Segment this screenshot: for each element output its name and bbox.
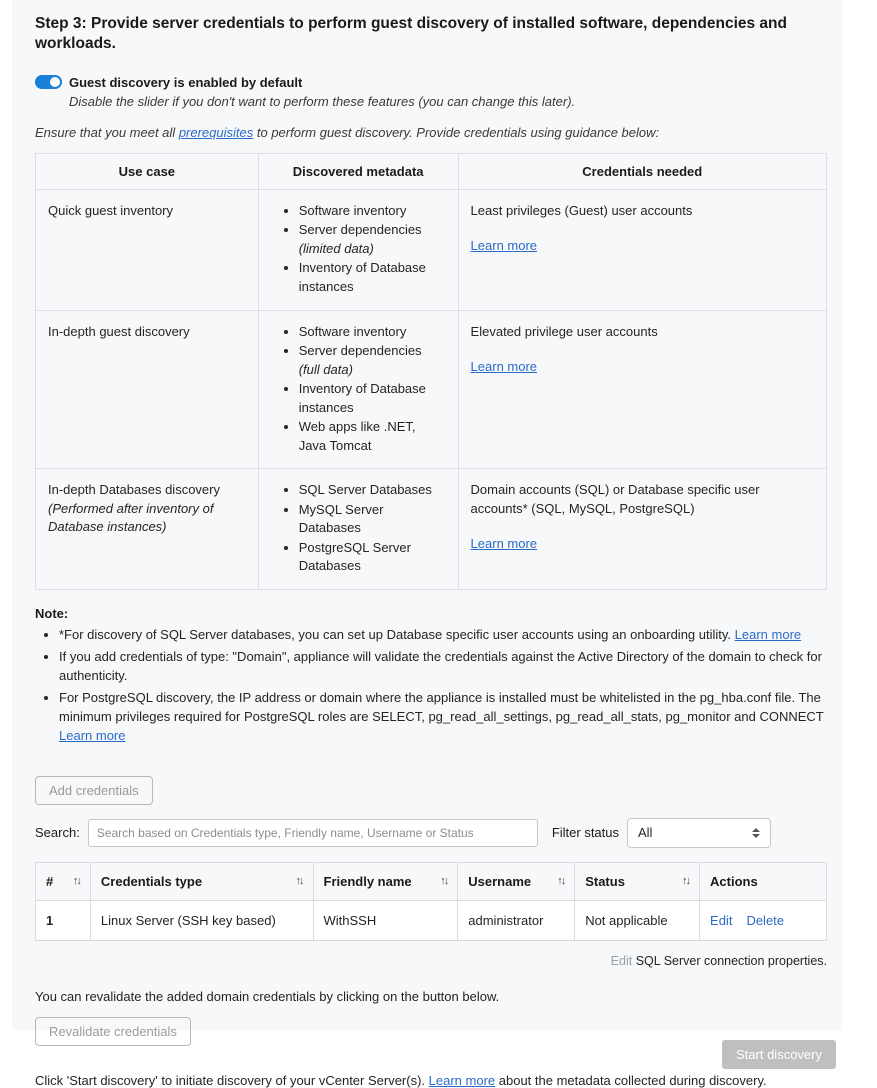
credentials-needed-cell: [458, 310, 826, 469]
edit-sql-link[interactable]: Edit: [610, 953, 633, 968]
search-input[interactable]: [88, 819, 538, 847]
metadata-item: • SQL Server Databases: [299, 481, 446, 500]
start-text-post: about the metadata collected during discovery.: [495, 1072, 767, 1088]
start-discovery-button[interactable]: Start discovery: [722, 1040, 836, 1069]
col-header-number: # ↑↓: [36, 862, 91, 900]
guidance-header-use-case: Use case: [36, 153, 259, 189]
metadata-item: • Server dependencies (full data): [299, 342, 446, 379]
search-filter-row: [35, 818, 827, 848]
credentials-text: Domain accounts (SQL) or Database specific user accounts* (SQL, MySQL, PostgreSQL): [470, 482, 760, 516]
sort-icon[interactable]: ↑↓: [72, 875, 80, 888]
sort-icon[interactable]: ↑↓: [295, 875, 303, 888]
note-label: Note:: [35, 605, 69, 621]
edit-sql-connection-line: [35, 954, 827, 968]
guidance-table: [35, 153, 827, 590]
edit-sql-text: SQL Server connection properties.: [632, 953, 827, 968]
learn-more-link[interactable]: Learn more: [428, 1072, 496, 1088]
metadata-item: • Inventory of Database instances: [299, 380, 446, 417]
metadata-item: • Server dependencies (limited data): [299, 221, 446, 258]
credentials-header-row: [36, 862, 827, 900]
search-label: Search:: [35, 825, 80, 841]
sort-icon[interactable]: ↑↓: [440, 875, 448, 888]
filter-status-select[interactable]: [627, 818, 771, 848]
credentials-type-cell: Linux Server (SSH key based): [90, 900, 313, 940]
learn-more-link[interactable]: Learn more: [470, 359, 538, 375]
use-case-cell: [36, 469, 259, 590]
use-case-cell: [36, 310, 259, 469]
friendly-name-cell: WithSSH: [313, 900, 458, 940]
credentials-row: [36, 900, 827, 940]
use-case-note: (Performed after inventory of Database instances): [48, 500, 214, 535]
select-arrows-icon: [752, 828, 760, 838]
metadata-item: • MySQL Server Databases: [299, 501, 446, 538]
use-case-text: Quick guest inventory: [48, 202, 174, 218]
edit-link[interactable]: Edit: [710, 912, 733, 928]
col-header-status: Status ↑↓: [575, 862, 700, 900]
metadata-cell: [258, 310, 458, 469]
revalidate-description: You can revalidate the added domain credentials by clicking on the button below.: [35, 988, 500, 1004]
guest-discovery-toggle[interactable]: [35, 75, 62, 89]
delete-link[interactable]: Delete: [746, 912, 785, 928]
toggle-knob-icon: [50, 77, 60, 87]
prerequisites-link[interactable]: prerequisites: [178, 124, 254, 140]
guest-discovery-toggle-row: [35, 75, 827, 90]
col-header-friendly-name: Friendly name ↑↓: [313, 862, 458, 900]
revalidate-credentials-button[interactable]: Revalidate credentials: [35, 1017, 191, 1046]
note-item-sql-onboarding: • *For discovery of SQL Server databases, you can set up Database specific user accounts using an onboarding utility. Learn more: [59, 625, 827, 644]
start-discovery-description: [35, 1073, 827, 1088]
prerequisites-line: [35, 125, 827, 140]
actions-cell: [700, 900, 827, 940]
page-title: Step 3: Provide server credentials to perform guest discovery of installed software, dependencies and workloads.: [35, 15, 787, 53]
learn-more-link[interactable]: Learn more: [59, 727, 126, 743]
guidance-row-databases-discovery: [36, 469, 827, 590]
filter-status-label: Filter status: [551, 825, 619, 841]
use-case-text: In-depth Databases discovery: [48, 482, 220, 498]
credentials-text: Least privileges (Guest) user accounts: [470, 202, 693, 218]
toggle-label: Guest discovery is enabled by default: [69, 74, 303, 90]
col-header-credentials-type: Credentials type ↑↓: [90, 862, 313, 900]
username-cell: administrator: [458, 900, 575, 940]
guest-discovery-panel: [12, 0, 842, 1088]
metadata-item: • Web apps like .NET, Java Tomcat: [299, 418, 446, 455]
learn-more-link[interactable]: Learn more: [470, 238, 538, 254]
filter-status-value: All: [638, 825, 653, 841]
credentials-needed-cell: [458, 469, 826, 590]
use-case-cell: [36, 189, 259, 310]
add-credentials-button[interactable]: Add credentials: [35, 776, 153, 805]
learn-more-link[interactable]: Learn more: [470, 536, 538, 552]
row-number-cell: 1: [36, 900, 91, 940]
note-item-domain-validation: • If you add credentials of type: "Domain", appliance will validate the credentials against the Active Directory of the domain to check for authenticity.: [59, 647, 827, 685]
credentials-needed-cell: [458, 189, 826, 310]
prereq-text-post: to perform guest discovery. Provide credentials using guidance below:: [253, 124, 660, 140]
note-section: [35, 606, 827, 745]
metadata-item: • Software inventory: [299, 323, 446, 342]
credentials-text: Elevated privilege user accounts: [470, 323, 658, 339]
guidance-header-metadata: Discovered metadata: [258, 153, 458, 189]
guidance-row-quick-inventory: [36, 189, 827, 310]
col-header-username: Username ↑↓: [458, 862, 575, 900]
credentials-table: [35, 862, 827, 941]
guidance-header-credentials: Credentials needed: [458, 153, 826, 189]
use-case-text: In-depth guest discovery: [48, 323, 190, 339]
prereq-text-pre: Ensure that you meet all: [35, 124, 179, 140]
metadata-cell: [258, 189, 458, 310]
learn-more-link[interactable]: Learn more: [734, 626, 802, 642]
guidance-header-row: [36, 153, 827, 189]
status-cell: Not applicable: [575, 900, 700, 940]
metadata-item: • Software inventory: [299, 202, 446, 221]
metadata-cell: [258, 469, 458, 590]
toggle-hint: Disable the slider if you don't want to perform these features (you can change this later).: [69, 93, 576, 109]
guidance-row-indepth-discovery: [36, 310, 827, 469]
sort-icon[interactable]: ↑↓: [557, 875, 565, 888]
start-text-pre: Click 'Start discovery' to initiate discovery of your vCenter Server(s).: [35, 1072, 429, 1088]
sort-icon[interactable]: ↑↓: [682, 875, 690, 888]
metadata-item: • Inventory of Database instances: [299, 259, 446, 296]
col-header-actions: Actions: [700, 862, 827, 900]
metadata-item: • PostgreSQL Server Databases: [299, 539, 446, 576]
note-item-postgresql: • For PostgreSQL discovery, the IP address or domain where the appliance is installed must be whitelisted in the pg_hba.conf file. The minimum privileges required for PostgreSQL roles are SELECT, pg_read_all_settings, pg_read_all_stats, pg_monitor and CONNECT Learn more: [59, 688, 827, 745]
